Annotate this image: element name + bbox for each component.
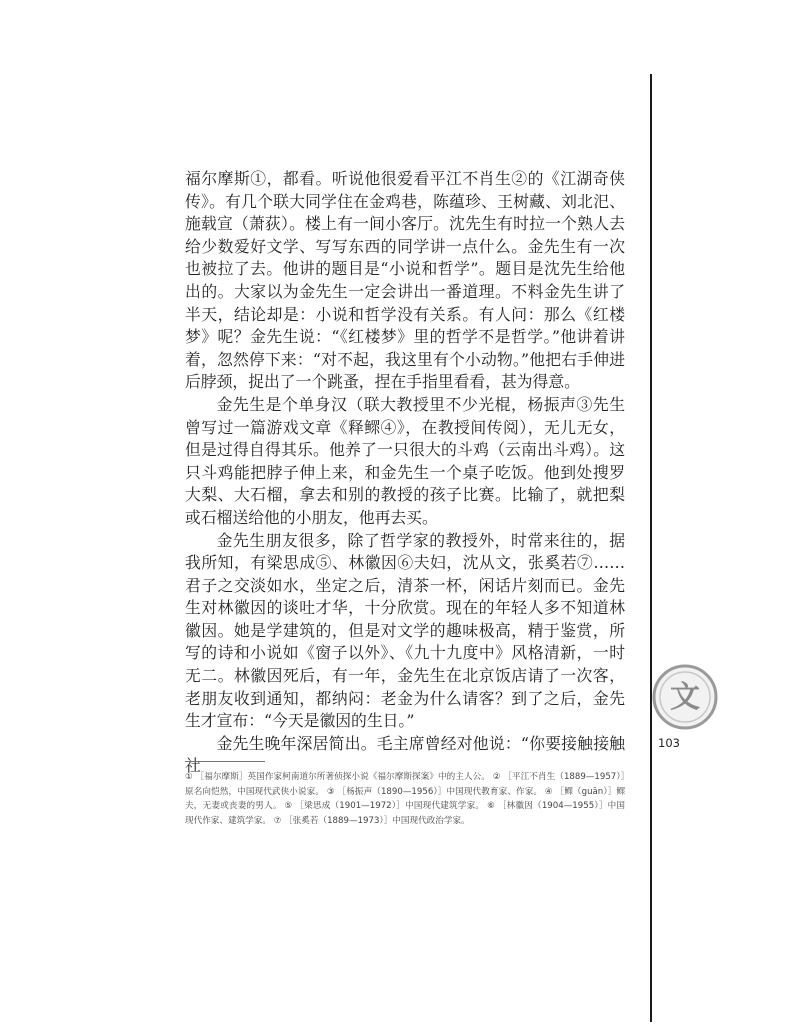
body-text (185, 168, 625, 778)
page-number: 103 (658, 736, 680, 750)
paragraph-2: 金先生是个单身汉（联大教授里不少光棍，杨振声③先生曾写过一篇游戏文章《释鳏④》，在教授间传阅），无儿无女，但是过得自得其乐。他养了一只很大的斗鸡（云南出斗鸡）。这只斗鸡能把脖子伸上来，和金先生一个桌子吃饭。他到处搜罗大梨、大石榴，拿去和别的教授的孩子比赛。比输了，就把梨或石榴送给他的小朋友，他再去买。 (185, 394, 625, 527)
margin-rule (650, 74, 652, 1022)
svg-text:文: 文 (670, 680, 700, 715)
wen-seal-icon (650, 662, 720, 737)
paragraph-1: 福尔摩斯①，都看。听说他很爱看平江不肖生②的《江湖奇侠传》。有几个联大同学住在金鸡巷，陈蕴珍、王树藏、刘北汜、施载宣（萧荻）。楼上有一间小客厅。沈先生有时拉一个熟人去给少数爱好文学、写写东西的同学讲一点什么。金先生有一次也被拉了去。他讲的题目是“小说和哲学”。题目是沈先生给他出的。大家以为金先生一定会讲出一番道理。不料金先生讲了半天，结论却是：小说和哲学没有关系。有人问：那么《红楼梦》呢？金先生说：“《红楼梦》里的哲学不是哲学。”他讲着讲着，忽然停下来：“对不起，我这里有个小动物。”他把右手伸进后脖颈，捉出了一个跳蚤，捏在手指里看看，甚为得意。 (185, 169, 625, 392)
footnotes: ① ［福尔摩斯］英国作家柯南道尔所著侦探小说《福尔摩斯探案》中的主人公。 ② ［平江不肖生（1889—1957）］原名向恺然，中国现代武侠小说家。 ③ ［杨振声（1890—1956）］中国现代教育家、作家。 ④ ［鳏（guān）］鳏夫，无妻或丧妻的男人。 ⑤ ［梁思成（1901—1972）］中国现代建筑学家。 ⑥ ［林徽因（1904—1955）］中国现代作家、建筑学家。 ⑦ ［张奚若（1889—1973）］中国现代政治学家。 (185, 772, 625, 826)
paragraph-4: 金先生晚年深居简出。毛主席曾经对他说：“你要接触接触社 (185, 733, 625, 776)
footnote-divider (185, 761, 265, 762)
paragraph-3: 金先生朋友很多，除了哲学家的教授外，时常来往的，据我所知，有梁思成⑤、林徽因⑥夫妇，沈从文，张奚若⑦……君子之交淡如水，坐定之后，清茶一杯，闲话片刻而已。金先生对林徽因的谈吐才华，十分欣赏。现在的年轻人多不知道林徽因。她是学建筑的，但是对文学的趣味极高，精于鉴赏，所写的诗和小说如《窗子以外》、《九十九度中》风格清新，一时无二。林徽因死后，有一年，金先生在北京饭店请了一次客，老朋友收到通知，都纳闷：老金为什么请客？到了之后，金先生才宣布：“今天是徽因的生日。” (185, 530, 625, 731)
